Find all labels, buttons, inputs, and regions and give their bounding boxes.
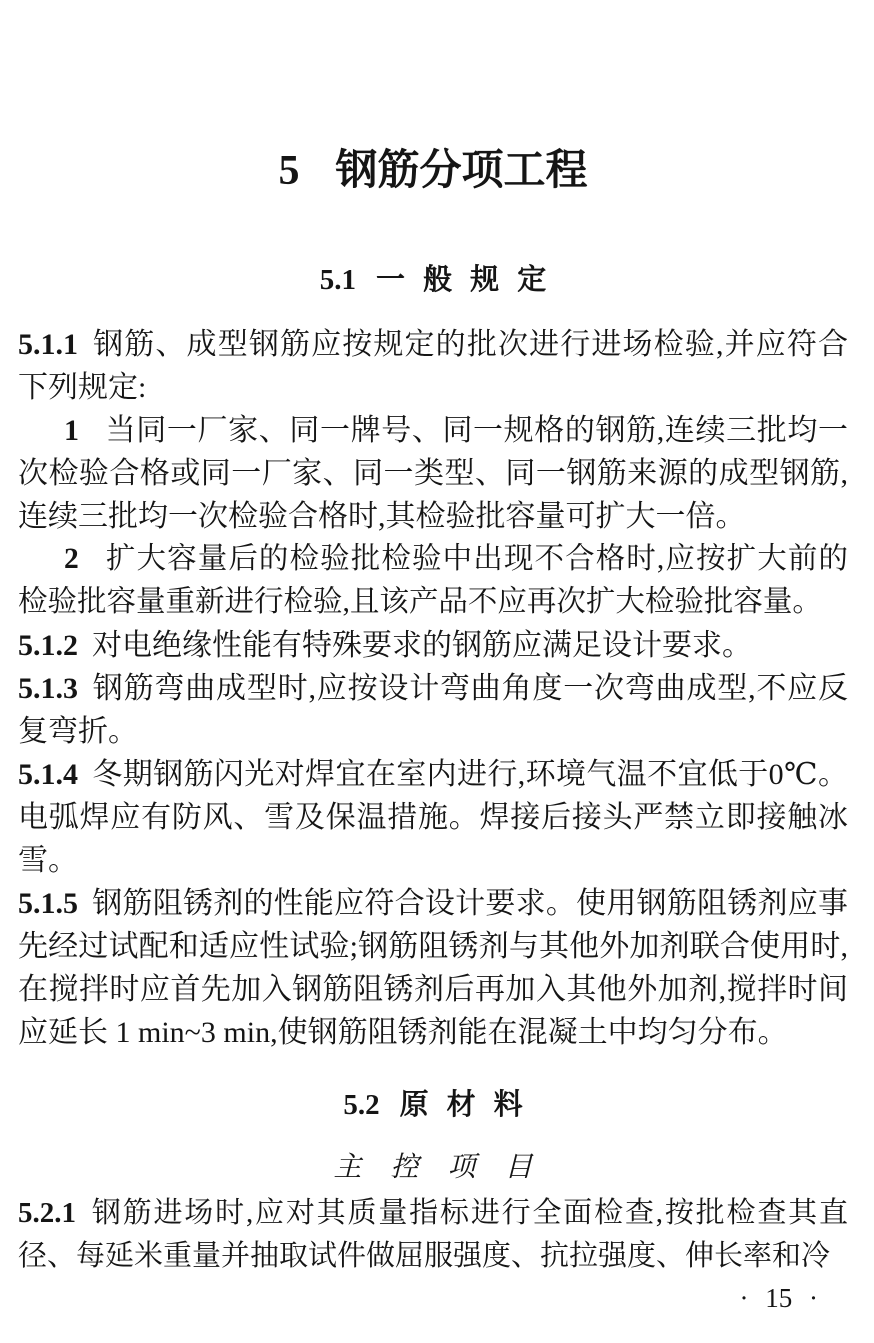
- item-2-text: 扩大容量后的检验批检验中出现不合格时,应按扩大前的检验批容量重新进行检验,且该产品不应再次扩大检验批容量。: [18, 543, 848, 618]
- section-5-2-heading: [18, 1086, 848, 1124]
- clause-5-1-4-text: 冬期钢筋闪光对焊宜在室内进行,环境气温不宜低于0℃。电弧焊应有防风、雪及保温措施。焊接后接头严禁立即接触冰雪。: [18, 758, 848, 877]
- item-2-number: 2: [64, 543, 79, 575]
- clause-5-1-2-text: 对电绝缘性能有特殊要求的钢筋应满足设计要求。: [92, 629, 752, 662]
- clause-5-1-1-item-2: [18, 538, 848, 624]
- clause-5-2-1-number: 5.2.1: [18, 1197, 76, 1229]
- clause-5-1-5: [18, 882, 848, 1054]
- clause-5-2-1: [18, 1192, 848, 1278]
- section-5-2-number: 5.2: [343, 1089, 380, 1121]
- clause-5-1-4: [18, 753, 848, 882]
- chapter-number: 5: [278, 148, 300, 194]
- clause-5-1-4-number: 5.1.4: [18, 758, 78, 791]
- clause-5-1-2: [18, 624, 848, 667]
- chapter-title: [18, 0, 848, 195]
- section-5-2-title: 原 材 料: [399, 1089, 523, 1121]
- clause-5-2-1-text: 钢筋进场时,应对其质量指标进行全面检查,按批检查其直径、每延米重量并抽取试件做屈服强度、抗拉强度、伸长率和冷: [18, 1197, 848, 1272]
- page-number: · 15 ·: [739, 1283, 818, 1313]
- item-1-number: 1: [64, 414, 79, 447]
- item-1-text: 当同一厂家、同一牌号、同一规格的钢筋,连续三批均一次检验合格或同一厂家、同一类型、同一钢筋来源的成型钢筋,连续三批均一次检验合格时,其检验批容量可扩大一倍。: [18, 414, 848, 533]
- section-5-1-number: 5.1: [319, 264, 357, 296]
- clause-5-1-1: [18, 323, 848, 409]
- clause-5-1-1-text: 钢筋、成型钢筋应按规定的批次进行进场检验,并应符合下列规定:: [18, 328, 848, 404]
- clause-5-1-1-number: 5.1.1: [18, 328, 78, 361]
- section-5-1-title: 一 般 规 定: [376, 264, 547, 296]
- clause-5-1-5-text: 钢筋阻锈剂的性能应符合设计要求。使用钢筋阻锈剂应事先经过试配和适应性试验;钢筋阻锈剂与其他外加剂联合使用时,在搅拌时应首先加入钢筋阻锈剂后再加入其他外加剂,搅拌时间应延长 1 min~3 min,使钢筋阻锈剂能在混凝土中均匀分布。: [18, 887, 848, 1049]
- clause-5-1-5-number: 5.1.5: [18, 887, 78, 920]
- clause-5-1-1-item-1: [18, 409, 848, 538]
- chapter-title-text: 钢筋分项工程: [335, 146, 588, 193]
- clause-5-1-3-text: 钢筋弯曲成型时,应按设计弯曲角度一次弯曲成型,不应反复弯折。: [18, 672, 848, 748]
- clause-5-1-3-number: 5.1.3: [18, 672, 78, 705]
- section-5-1-heading: [18, 261, 848, 299]
- clause-5-1-2-number: 5.1.2: [18, 629, 78, 662]
- clause-5-1-3: [18, 667, 848, 753]
- subheading-master-control-items: 主 控 项 目: [333, 1152, 533, 1183]
